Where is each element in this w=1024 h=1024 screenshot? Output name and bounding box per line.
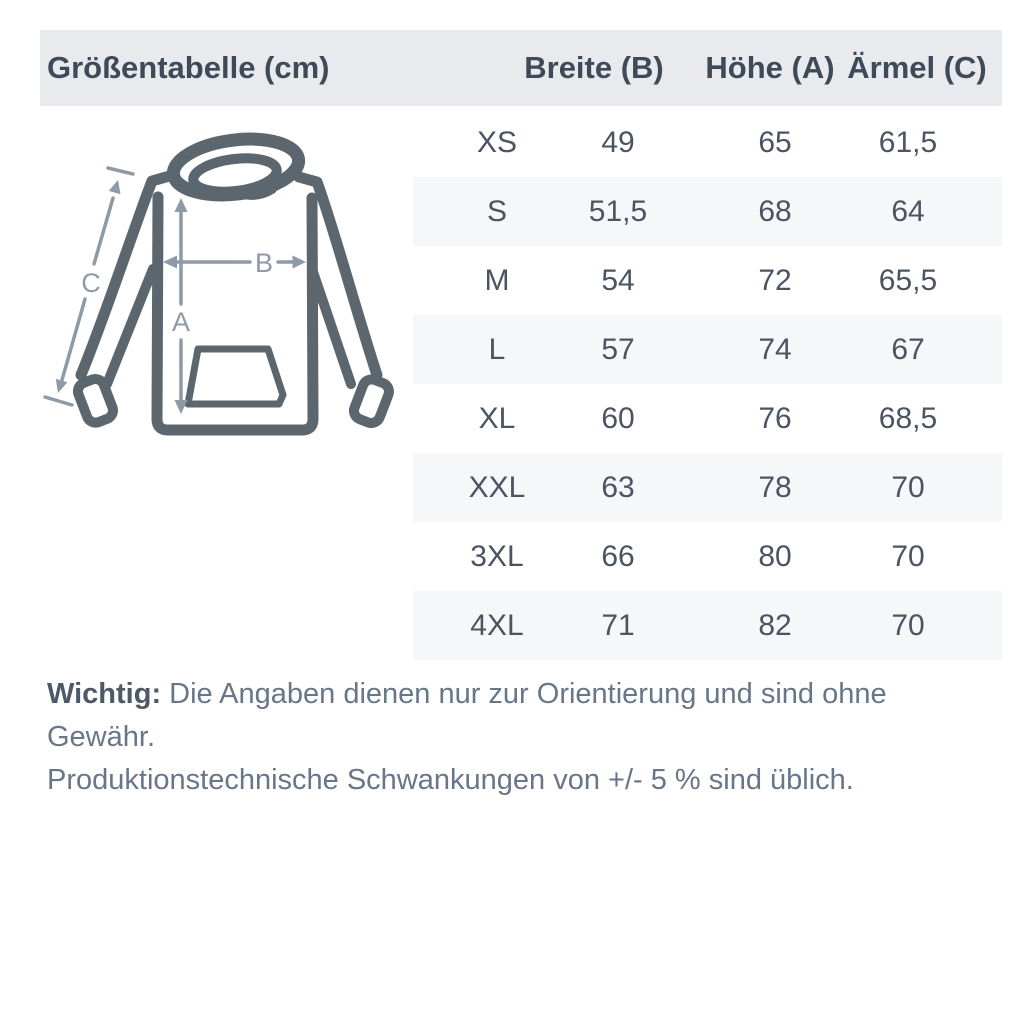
size-cell: XL	[478, 401, 516, 435]
value-cell: 66	[601, 539, 635, 573]
value-cell: 80	[758, 539, 792, 573]
size-table-body	[413, 108, 1002, 660]
size-cell: 3XL	[470, 539, 524, 573]
value-cell: 71	[601, 608, 635, 642]
value-cell: 65	[758, 125, 792, 159]
column-header-breite: Breite (B)	[524, 50, 664, 85]
value-cell: 70	[891, 539, 925, 573]
value-cell: 51,5	[588, 194, 648, 228]
footnote	[47, 673, 977, 802]
value-cell: 68,5	[878, 401, 938, 435]
table-row	[413, 108, 1002, 177]
value-cell: 54	[601, 263, 635, 297]
hoodie-measurement-diagram	[40, 118, 410, 463]
value-cell: 76	[758, 401, 792, 435]
footnote-emphasis: Wichtig:	[47, 678, 162, 710]
footnote-line1: Die Angaben dienen nur zur Orientierung und sind ohne Gewähr.	[47, 678, 887, 753]
column-header-aermel: Ärmel (C)	[847, 50, 987, 85]
size-cell: L	[488, 332, 506, 366]
right-cuff	[351, 377, 391, 426]
value-cell: 70	[891, 470, 925, 504]
value-cell: 70	[891, 608, 925, 642]
dimension-label-c: C	[81, 268, 101, 298]
value-cell: 68	[758, 194, 792, 228]
value-cell: 60	[601, 401, 635, 435]
value-cell: 67	[891, 332, 925, 366]
dimension-label-a: A	[171, 307, 191, 337]
size-cell: XS	[476, 125, 518, 159]
value-cell: 57	[601, 332, 635, 366]
value-cell: 82	[758, 608, 792, 642]
value-cell: 49	[601, 125, 635, 159]
dimension-label-b: B	[254, 248, 274, 278]
table-row	[413, 177, 1002, 246]
arrow-c-tick	[45, 397, 72, 405]
column-header-hoehe: Höhe (A)	[705, 50, 835, 85]
value-cell: 63	[601, 470, 635, 504]
size-cell: M	[484, 263, 510, 297]
arrow-c-tick	[108, 168, 133, 174]
arrow-c-line	[94, 198, 113, 264]
table-header-bar	[40, 30, 1002, 106]
table-row	[413, 522, 1002, 591]
page-title: Größentabelle (cm)	[47, 50, 330, 85]
table-row	[413, 384, 1002, 453]
size-cell: 4XL	[470, 608, 524, 642]
table-row	[413, 246, 1002, 315]
table-row	[413, 453, 1002, 522]
value-cell: 74	[758, 332, 792, 366]
table-row	[413, 591, 1002, 660]
hoodie-outline	[75, 133, 391, 430]
footnote-line2: Produktionstechnische Schwankungen von +/- 5 % sind üblich.	[47, 764, 854, 796]
kangaroo-pocket	[188, 349, 283, 404]
size-cell: S	[486, 194, 508, 228]
size-cell: XXL	[468, 470, 526, 504]
value-cell: 64	[891, 194, 925, 228]
value-cell: 78	[758, 470, 792, 504]
value-cell: 61,5	[878, 125, 938, 159]
value-cell: 65,5	[878, 263, 938, 297]
value-cell: 72	[758, 263, 792, 297]
table-row	[413, 315, 1002, 384]
